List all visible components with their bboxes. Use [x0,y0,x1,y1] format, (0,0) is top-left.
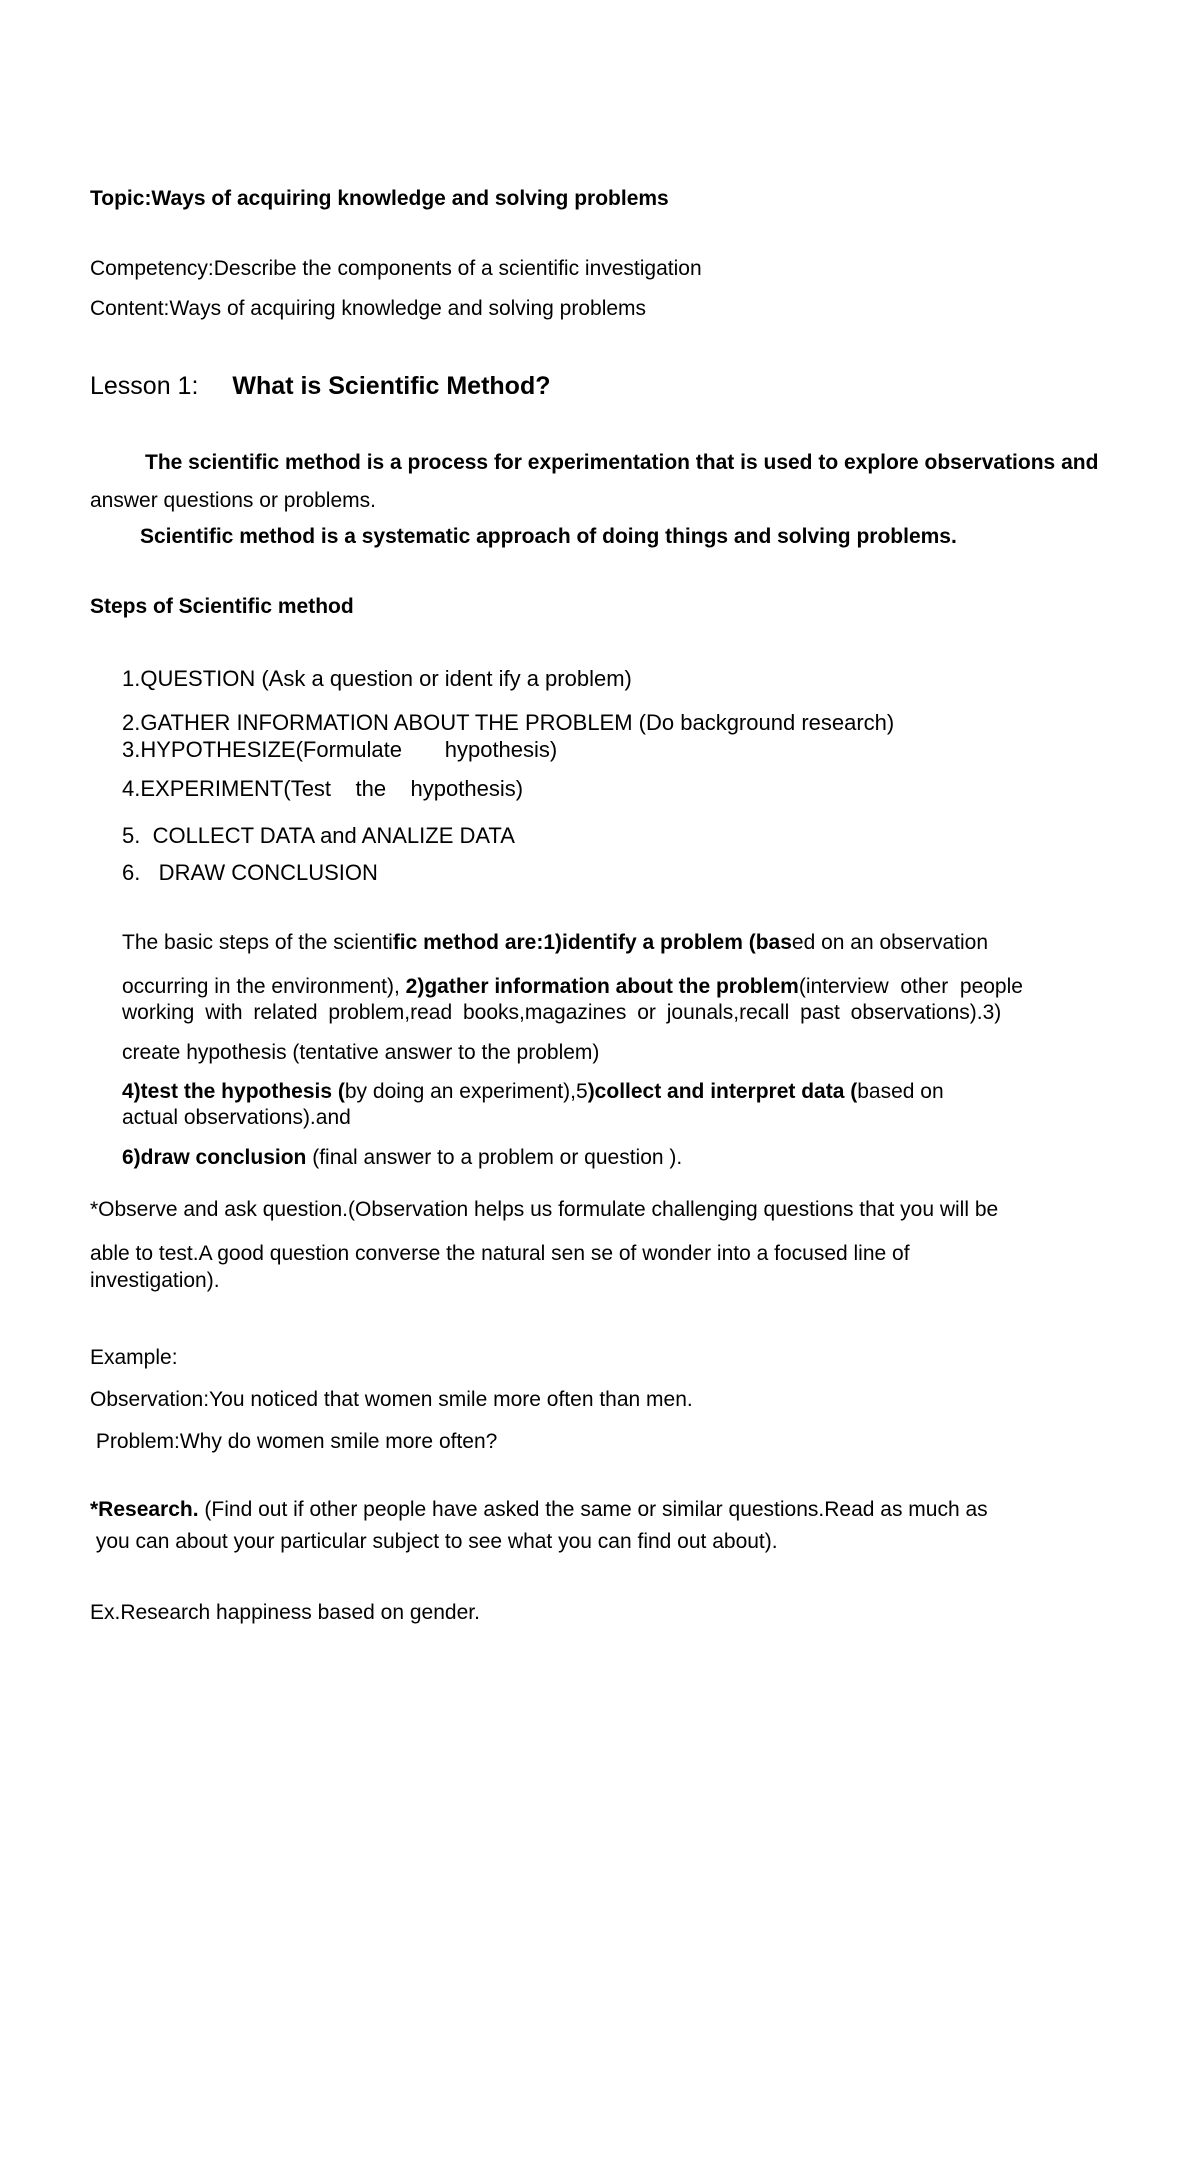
step-item-5: 5. COLLECT DATA and ANALIZE DATA [122,823,515,848]
lesson-title: What is Scientific Method? [232,372,551,400]
step-item-6: 6. DRAW CONCLUSION [122,860,378,885]
basic-steps-line-7 [122,1145,682,1171]
research-example: Ex.Research happiness based on gender. [90,1601,480,1624]
basic-steps-text: occurring in the environment), [122,975,406,998]
research-line-2: you can about your particular subject to see what you can find out about). [90,1530,778,1553]
topic-heading: Topic:Ways of acquiring knowledge and solving problems [90,187,669,210]
basic-steps-text: ed on an observation [791,931,989,954]
basic-steps-text: (final answer to a problem or question ). [306,1146,683,1169]
competency-line: Competency:Describe the components of a scientific investigation [90,257,702,280]
step-item-3: 3.HYPOTHESIZE(Formulate hypothesis) [122,737,558,762]
step-item-4: 4.EXPERIMENT(Test the hypothesis) [122,776,524,801]
intro-line-3: Scientific method is a systematic approach of doing things and solving problems. [140,525,957,548]
basic-steps-line-1 [122,930,988,956]
example-label: Example: [90,1346,178,1369]
basic-steps-text: (interview other people [798,975,1023,998]
basic-steps-text: based on [857,1080,944,1103]
basic-steps-line-4: create hypothesis (tentative answer to the problem) [122,1041,600,1064]
example-observation: Observation:You noticed that women smile more often than men. [90,1388,693,1411]
observe-line-3: investigation). [90,1269,220,1292]
intro-line-1: The scientific method is a process for experimentation that is used to explore observations and [145,451,1099,474]
content-line: Content:Ways of acquiring knowledge and solving problems [90,297,647,320]
basic-steps-bold: 6)draw conclusion [122,1146,307,1169]
basic-steps-line-2 [122,974,1023,1000]
basic-steps-line-3: working with related problem,read books,magazines or jounals,recall past observations).3) [122,1001,1002,1024]
observe-line-2: able to test.A good question converse the natural sen se of wonder into a focused line of [90,1242,910,1265]
lesson-heading [90,370,551,402]
example-problem: Problem:Why do women smile more often? [90,1430,498,1453]
basic-steps-bold: )collect and interpret data ( [587,1080,858,1103]
basic-steps-line-6: actual observations).and [122,1106,351,1129]
basic-steps-text: by doing an experiment),5 [344,1080,588,1103]
intro-line-2: answer questions or problems. [90,489,376,512]
basic-steps-bold: fic method are:1)identify a problem (bas [392,931,792,954]
basic-steps-text: The basic steps of the scienti [122,931,393,954]
lesson-number: Lesson 1: [90,372,199,400]
research-text: (Find out if other people have asked the same or similar questions.Read as much as [198,1498,988,1521]
research-label: *Research. [90,1498,199,1521]
basic-steps-line-5 [122,1079,944,1105]
steps-heading: Steps of Scientific method [90,595,354,618]
step-item-1: 1.QUESTION (Ask a question or ident ify a problem) [122,666,632,691]
research-line-1 [90,1497,988,1523]
basic-steps-bold: 2)gather information about the problem [405,975,799,998]
step-item-2: 2.GATHER INFORMATION ABOUT THE PROBLEM (Do background research) [122,710,895,735]
basic-steps-bold: 4)test the hypothesis ( [122,1080,345,1103]
observe-line-1: *Observe and ask question.(Observation helps us formulate challenging questions that you will be [90,1198,999,1221]
